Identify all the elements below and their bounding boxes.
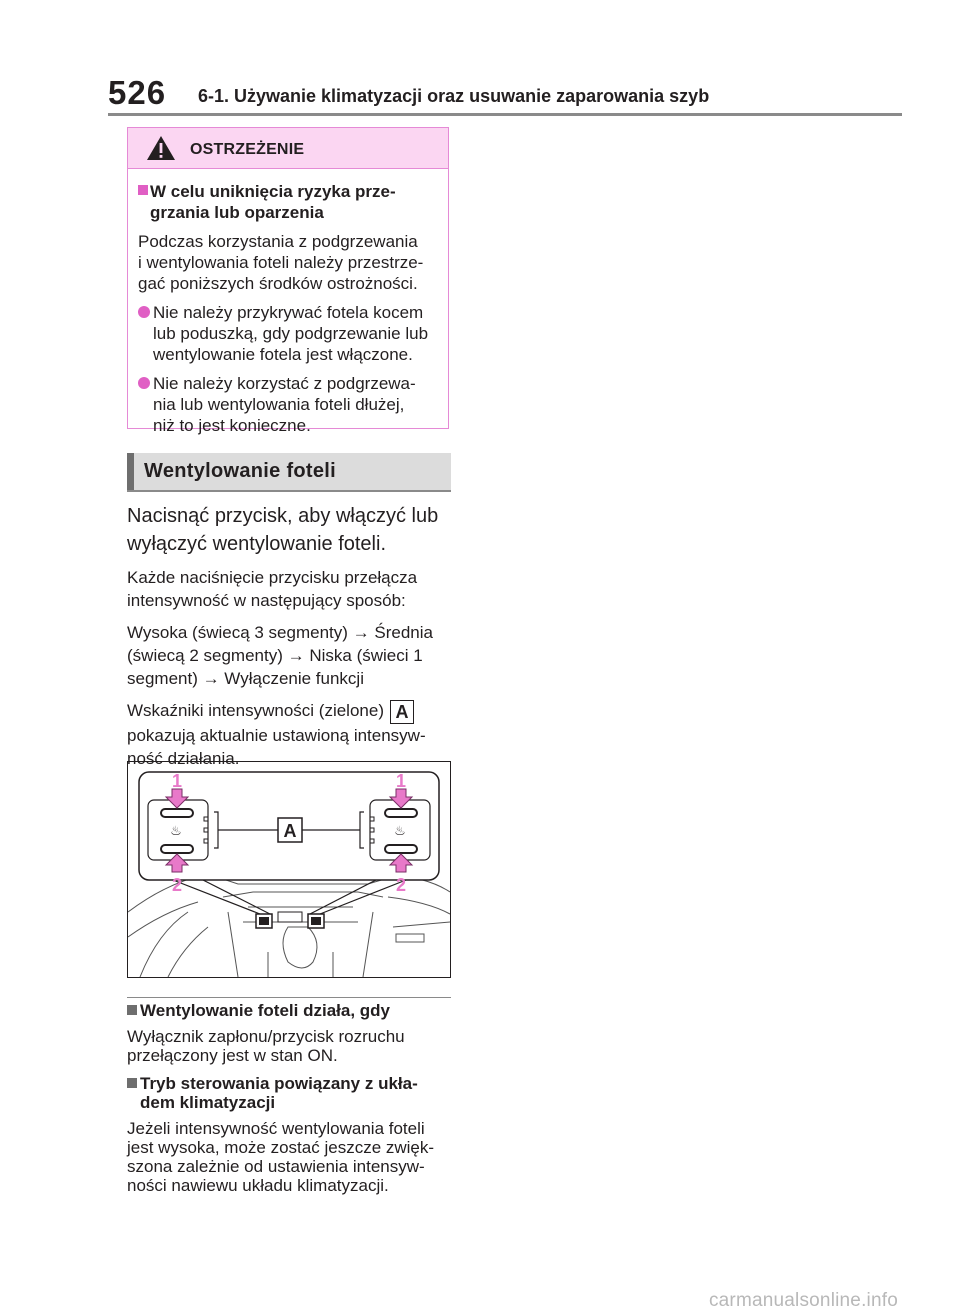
console-buttons <box>256 912 324 928</box>
label-a-box: A <box>390 700 414 724</box>
square-bullet-icon <box>127 1078 137 1088</box>
warning-bullet <box>138 302 440 365</box>
warning-bullet-line: lub poduszką, gdy podgrzewanie lub <box>153 324 429 343</box>
paragraph-line: pokazują aktualnie ustawioną intensyw- <box>127 725 426 745</box>
warning-bullet-line: Nie należy przykrywać fotela kocem <box>153 303 424 322</box>
paragraph-line: (świecą 2 segmenty) → Niska (świeci 1 <box>127 646 423 665</box>
paragraph-line: intensywność w następujący sposób: <box>127 591 406 610</box>
paragraph-line: segment) → Wyłączenie funkcji <box>127 669 364 688</box>
main-text <box>127 502 457 779</box>
note-line: szona zależnie od ustawienia intensyw- <box>127 1157 425 1176</box>
paragraph-line-text: Wskaźniki intensywności (zielone) <box>127 701 384 720</box>
page-header <box>108 74 900 114</box>
warning-subheading-line: W celu uniknięcia ryzyka prze- <box>150 182 396 201</box>
section-heading: Wentylowanie foteli <box>144 460 337 482</box>
lead-line: wyłączyć wentylowanie foteli. <box>127 533 386 555</box>
note-line: przełączony jest w stan ON. <box>127 1046 338 1065</box>
warning-title: OSTRZEŻENIE <box>190 141 305 158</box>
callout-1-left: 1 <box>171 771 183 791</box>
warning-intro <box>138 231 440 294</box>
circle-bullet-icon <box>138 306 150 318</box>
square-bullet-icon <box>127 1005 137 1015</box>
paragraph-line: ność działania. <box>127 748 240 768</box>
paragraph <box>127 699 457 770</box>
note-line: Jeżeli intensywność wentylowania foteli <box>127 1119 425 1138</box>
warning-header <box>128 128 448 169</box>
paragraph <box>127 566 457 612</box>
figure-illustration <box>128 762 450 977</box>
note-heading <box>127 1001 457 1020</box>
warning-subheading <box>138 181 440 223</box>
warning-intro-line: Podczas korzystania z podgrzewania <box>138 232 418 251</box>
section-heading-band <box>127 453 451 492</box>
note-paragraph <box>127 1027 457 1065</box>
callout-2-right: 2 <box>395 875 407 895</box>
callout-lines <box>173 880 406 914</box>
note-heading <box>127 1074 457 1112</box>
header-rule <box>108 113 902 116</box>
note-line: jest wysoka, może zostać jeszcze zwięk- <box>127 1138 435 1157</box>
page-number: 526 <box>108 74 167 111</box>
warning-subheading-line: grzania lub oparzenia <box>150 203 324 222</box>
circle-bullet-icon <box>138 377 150 389</box>
warning-intro-line: i wentylowania foteli należy przestrze- <box>138 253 424 272</box>
warning-bullet-line: wentylowanie fotela jest włączone. <box>153 345 413 364</box>
warning-intro-line: gać poniższych środków ostrożności. <box>138 274 418 293</box>
warning-bullet <box>138 373 440 436</box>
section-divider <box>127 997 451 998</box>
seat-ventilation-figure <box>127 761 451 978</box>
paragraph-line: Wysoka (świecą 3 segmenty) → Średnia <box>127 623 433 642</box>
band-marker <box>127 453 134 490</box>
warning-box <box>127 127 449 435</box>
note-line: ności nawiewu układu klimatyzacji. <box>127 1176 389 1195</box>
label-a-text: A <box>283 821 297 841</box>
note-paragraph <box>127 1119 457 1195</box>
note-heading-text: Wentylowanie foteli działa, gdy <box>140 1001 391 1020</box>
callout-2-left: 2 <box>171 875 183 895</box>
warning-bullet-line: Nie należy korzystać z podgrzewa- <box>153 374 416 393</box>
note-heading-line: Tryb sterowania powiązany z ukła- <box>140 1074 418 1093</box>
watermark: carmanualsonline.info <box>708 1290 898 1311</box>
warning-bullet-line: niż to jest konieczne. <box>153 416 311 435</box>
paragraph <box>127 621 457 690</box>
svg-text:♨: ♨ <box>394 824 406 839</box>
lead-line: Nacisnąć przycisk, aby włączyć lub <box>127 505 439 527</box>
square-bullet-icon <box>138 185 148 195</box>
note-line: Wyłącznik zapłonu/przycisk rozruchu <box>127 1027 405 1046</box>
paragraph-line: Każde naciśnięcie przycisku przełącza <box>127 568 418 587</box>
note-heading-line: dem klimatyzacji <box>140 1093 276 1112</box>
lead-paragraph <box>127 502 457 558</box>
svg-text:♨: ♨ <box>170 824 182 839</box>
paragraph-line <box>127 699 457 724</box>
warning-bullet-line: nia lub wentylowania foteli dłużej, <box>153 395 405 414</box>
section-title: 6-1. Używanie klimatyzacji oraz usuwanie zaparowania szyb <box>198 86 710 106</box>
warning-triangle-icon <box>146 135 176 161</box>
callout-1-right: 1 <box>395 771 407 791</box>
notes-section <box>127 1001 457 1204</box>
